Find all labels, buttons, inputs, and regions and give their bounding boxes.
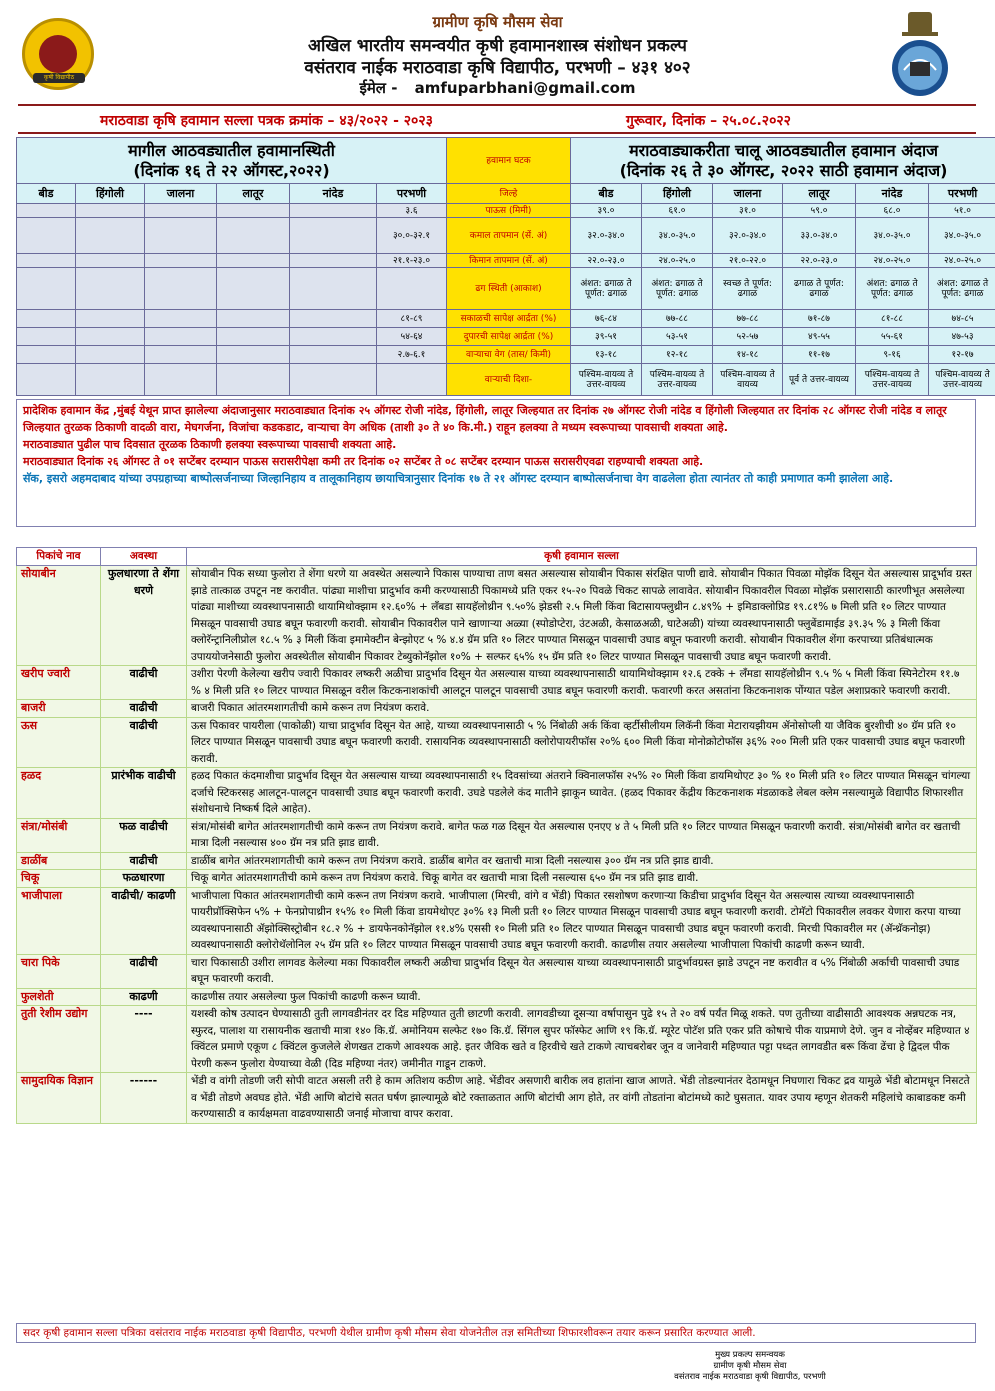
forecast-value-cell: ३४.०-३५.० [929,218,995,254]
forecast-value-cell: ३२.०-३४.० [571,218,642,254]
advisory-row [17,768,977,819]
advisory-row [17,666,977,700]
weather-table [16,137,995,396]
email-label: ईमेल - [359,79,398,97]
crop-stage: वाढीची [101,700,187,718]
crop-advice: भाजीपाला पिकात आंतरमशागतीची कामे करून तण नियंत्रण करावे. भाजीपाला (मिरची, वांगे व भेंडी) पिकात रसशोषण करणाऱ्या किडीचा प्रादुर्भाव दिसून येत असल्यास त्याच्या व्यवस्थापनासाठी पायरीप्रॉक्सिफेन ५% + फेनप्रोपाथ्रीन १५% १० मिली किंवा डायमेथोएट ३०% १३ मिली प्रती १० लिटर पाण्यात मिसळून पावसाची उघाड बघून फवारणी करावी. टोमॅटो पिकावरील लवकर येणारा करपा याच्या व्यवस्थापनासाठी ॲझोक्सिस्ट्रोबीन १८.२ % + डायफेनकोनॅझोल ११.४% एससी १० मिली प्रति १० लिटर पाण्यात मिसळून पावसाची उघाड बघून फवारणी करावी. मिरची पिकावरील मर (ॲन्थ्रॅकनोझ) व्यवस्थापनासाठी क्लोरोथॅलोनिल २५ ग्रॅम प्रति १० लिटर पाण्यात मिसळून पावसाची उघाड बघून फवारणी करावी. काढणीस तयार असलेल्या भाजीपाला पिकांची काढणी करून घ्यावी. [187,887,977,954]
past-value-cell [145,254,217,268]
crop-name: संत्रा/मोसंबी [17,818,101,852]
forecast-value-cell: ५२-५७ [713,328,783,346]
past-value-cell [145,218,217,254]
past-value-cell [145,346,217,364]
forecast-value-cell: १२-१७ [929,346,995,364]
past-value-cell [290,218,377,254]
advisory-row [17,1006,977,1073]
forecast-value-cell: ५५-६१ [856,328,929,346]
crop-name: चारा पिके [17,954,101,988]
crop-stage: ------ [101,1073,187,1124]
forecast-value-cell: १४-१८ [713,346,783,364]
crop-name: सामुदायिक विज्ञान [17,1073,101,1124]
past-value-cell [217,218,290,254]
advisory-row [17,852,977,870]
past-value-cell [145,364,217,396]
weather-row [17,310,995,328]
past-value-cell [76,218,145,254]
crop-advice: बाजरी पिकात आंतरमशागतीची कामे करून तण नियंत्रण करावे. [187,700,977,718]
past-value-cell: २.७-६.१ [377,346,447,364]
past-value-cell [217,254,290,268]
advisory-row [17,887,977,954]
advisory-row [17,1073,977,1124]
forecast-value-cell: ७१-८७ [783,310,856,328]
param-label: दुपारची सापेक्ष आर्द्रता (%) [447,328,571,346]
forecast-value-cell: ३२.०-३४.० [713,218,783,254]
forecast-value-cell: ४७-५३ [929,328,995,346]
regional-p3: मराठवाड्यात दिनांक २६ ऑगस्ट ते ०१ सप्टेंबर दरम्यान पाऊस सरासरीपेक्षा कमी तर दिनांक ०२ सप्टेंबर ते ०८ सप्टेंबर दरम्यान पाऊस सरासरीएवढा राहण्याची शक्यता आहे. [23,455,704,468]
forecast-value-cell: अंशत: ढगाळ ते पूर्णत: ढगाळ [642,268,713,310]
crop-advice: काढणीस तयार असलेल्या फुल पिकांची काढणी करून घ्यावी. [187,988,977,1006]
param-label: वाऱ्याची दिशा- [447,364,571,396]
param-label: वाऱ्याचा वेग (तास/ किमी) [447,346,571,364]
regional-p4: सॅक, इसरो अहमदाबाद यांच्या उपग्रहाच्या बाष्पोत्सर्जनाच्या जिल्हानिहाय व तालूकानिहाय छायाचित्रानुसार दिनांक १७ ते २१ ऑगस्ट दरम्यान बाष्पोत्सर्जनाचा वेग वाढलेला होता त्यानंतर तो काही प्रमाणात कमी झालेला आहे. [23,472,894,485]
crop-advice: ऊस पिकावर पायरीला (पाकोळी) याचा प्रादुर्भाव दिसून येत आहे, याच्या व्यवस्थापनासाठी ५ % निंबोळी अर्क किंवा व्हर्टीसीलीयम लिकॅनी किंवा मेटारायझीयम ॲनोसोप्ली या जैविक बुरशीची ४० ग्रॅम प्रति १० लिटर पाण्यात मिसळून पावसाची उघाड बघून फवारणी करावी. रासायनिक व्यवस्थापनासाठी क्लोरोपायरीफॉस २०% ६०० मिली किंवा मोनोक्रोटोफॉस ३६% २०० मिली प्रति एकर पावसाची उघाड बघून फवारणी करावी. [187,717,977,768]
forecast-value-cell: ३४.०-३५.० [856,218,929,254]
past-value-cell [290,346,377,364]
regional-p2: मराठवाड्यात पुढील पाच दिवसात तूरळक ठिकाणी हलक्या स्वरूपाच्या पावसाची शक्यता आहे. [23,438,397,451]
past-value-cell [76,364,145,396]
header-line2: अखिल भारतीय समन्वयीत कृषी हवामानशास्त्र संशोधन प्रकल्प [308,36,687,56]
past-weather-header: मागील आठवड्यातील हवामानस्थिती (दिनांक १६ ते २२ ऑगस्ट,२०२२) [17,138,447,184]
footer-note: सदर कृषी हवामान सल्ला पत्रिका वसंतराव नाईक मराठवाडा कृषी विद्यापीठ, परभणी येथील ग्रामीण कृषी मौसम सेवा योजनेतील तज्ञ समितीच्या शिफारशीवरून तयार करून प्रसारित करण्यात आली. [16,1323,976,1343]
past-value-cell [17,346,76,364]
past-value-cell [76,310,145,328]
crop-advice: सोयाबीन पिक सध्या फुलोरा ते शेंगा धरणे या अवस्थेत असल्याने पिकास पाण्याचा ताण बसत असल्यास सोयाबीन पिकास संरक्षित पाणी द्यावे. सोयाबीन पिकात पिवळा मोझॅक दिसून येत असल्यास प्रादूर्भाव ग्रस्त झाडे तात्काळ उपटून नष्ट करावीत. पांढ्या माशीचा प्रादुर्भाव कमी करण्यासाठी पिकामध्ये प्रति एकर १५-२० पिवळे चिकट सापळे लावावेत. सोयाबीन पिकावरील पिवळा मोझॅक प्रसारासाठी कारणीभूत असलेल्या पांढ्या माशीच्या व्यवस्थापनासाठी थायामिथोक्झाम १२.६०% + लँबडा सायहॅलोथ्रीन ९.५०% झेडसी २.५ मिली किंवा बिटासायफ्लुथ्रीन ८.४९% + इमिडाक्लोप्रिड १९.८१% ७ मिली प्रति १० लिटर पाण्यात मिसळून पावसाची उघाड बघून फवारणी करावी. सोयाबीन पिकावरील पाने खाणाऱ्या अळ्या (स्पोडोप्टेरा, उंटअळी, केसाळअळी, घाटेअळी) यांच्या व्यवस्थापनासाठी फ्लुबेंडामाईड ३९.३५ % ३ मिली किंवा क्लोरॅन्ट्रानिलीप्रोल १८.५ % ३ मिली किंवा इमामेक्टीन बेन्झोएट ५ % ४.४ ग्रॅम प्रति १० लिटर पाण्यात मिसळून पावसाची उघाड बघून फवारणी करावी. सोयाबीन पिकावरील शेंगा करपाच्या प्रतिबंधात्मक उपाययोजनेसाठी फुलोरा अवस्थेतील सोयाबीन पिकावर टेब्युकोनॅझोल १०% + सल्फर ६५% १५ ग्रॅम प्रति १० लिटर पाण्यात मिसळून पावसाची उघाड बघून फवारणी करावी. [187,566,977,666]
past-value-cell [17,310,76,328]
past-value-cell [217,310,290,328]
crop-name: बाजरी [17,700,101,718]
crop-advice: उशीरा पेरणी केलेल्या खरीप ज्वारी पिकावर लष्करी अळीचा प्रादुर्भाव दिसून येत असल्यास याच्या व्यवस्थापनासाठी थायामिथोक्झाम १२.६ टक्के + लँमडा सायहॅलोथ्रीन ९.५ % ५ मिली किंवा स्पिनेटोरम ११.७ % ४ मिली प्रति १० लिटर पाण्यात मिसळून वरील किटकनाशकांची आलटून पालटून पावसाची उघाड बघून फवारणी करावी. फवारणी करत असतांना किटकनाशक पोंग्यात पडेल अशाप्रकारे फवारणी करावी. [187,666,977,700]
forecast-value-cell: अंशत: ढगाळ ते पूर्णत: ढगाळ [929,268,995,310]
crop-advice: भेंडी व वांगी तोडणी जरी सोपी वाटत असली तरी हे काम अतिशय कठीण आहे. भेंडीवर असणारी बारीक लव हातांना खाज आणते. भेंडी तोडल्यानंतर देठामधून निघणारा चिकट द्रव यामुळे भेंडी बोटामधून निसटते व भेंडी तोडणे अवघड होते. भेंडी आणि बोटांचे सतत घर्षण झाल्यामूळे बोटे रक्ताळतात आणि बोटांची आग होते, तर वांगी तोडतांना बोटांमध्ये काटे घुसतात. यावर उपाय म्हणून शेतकरी महिलांचे काबाडकष्ट कमी करण्यासाठी व कार्यक्षमता वाढवण्यासाठी जनाई मोजाचा वापर करावा. [187,1073,977,1124]
forecast-value-cell: पश्चिम-वायव्य ते उत्तर-वायव्य [642,364,713,396]
weather-row [17,204,995,218]
regional-forecast-box [16,399,976,527]
past-value-cell [290,204,377,218]
bulletin-date: गुरूवार, दिनांक – २५.०८.२०२२ [626,113,791,129]
weather-row [17,218,995,254]
past-value-cell: ८१-८९ [377,310,447,328]
forecast-value-cell: पूर्व ते उत्तर-वायव्य [783,364,856,396]
advisory-row [17,988,977,1006]
weather-row [17,268,995,310]
forecast-value-cell: ढगाळ ते पूर्णत: ढगाळ [783,268,856,310]
forecast-value-cell: ५३-५१ [642,328,713,346]
past-value-cell [145,268,217,310]
crop-name: फुलशेती [17,988,101,1006]
forecast-value-cell: ११-१७ [783,346,856,364]
advisory-row [17,954,977,988]
past-value-cell [290,268,377,310]
forecast-value-cell: पश्चिम-वायव्य ते उत्तर-वायव्य [856,364,929,396]
crop-advice: चिकू बागेत आंतरमशागतीची कामे करून तण नियंत्रण करावे. चिकू बागेत वर खताची मात्रा दिली नसल्यास ६५० ग्रॅम नत्र प्रति झाड द्यावी. [187,870,977,888]
past-value-cell [17,254,76,268]
forecast-value-cell: २२.०-२३.० [783,254,856,268]
forecast-value-cell: अंशत: ढगाळ ते पूर्णत: ढगाळ [856,268,929,310]
crop-stage: फळधारणा [101,870,187,888]
forecast-value-cell: ५१.० [929,204,995,218]
crop-name: हळद [17,768,101,819]
past-value-cell [290,328,377,346]
forecast-value-cell: २४.०-२५.० [856,254,929,268]
past-value-cell [290,310,377,328]
past-value-cell [76,268,145,310]
forecast-value-cell: २४.०-२५.० [642,254,713,268]
weather-row [17,346,995,364]
regional-p1: प्रादेशिक हवामान केंद्र ,मुंबई येथून प्राप्त झालेल्या अंदाजानुसार मराठवाड्यात दिनांक २५ ऑगस्ट रोजी नांदेड, हिंगोली, लातूर जिल्हयात तर दिनांक २७ ऑगस्ट रोजी नांदेड व हिंगोली जिल्हयात तर दिनांक २८ ऑगस्ट रोजी नांदेड व लातूर जिल्हयात तुरळक ठिकाणी वादळी वारा, मेघगर्जना, विजांचा कडकडाट, वाऱ्याचा वेग अधिक (ताशी ३० ते ४० कि.मी.) राहून हलक्या ते मध्यम स्वरूपाच्या पावसाची शक्यता आहे. [23,404,947,434]
crop-stage: वाढीची [101,717,187,768]
university-logo: कृषी विद्यापीठ [22,18,94,90]
past-value-cell [145,328,217,346]
param-label: पाऊस (मिमी) [447,204,571,218]
col-advice: कृषी हवामान सल्ला [187,548,977,566]
email-address: amfuparbhani@gmail.com [414,79,636,97]
bulletin-title: मराठवाडा कृषि हवामान सल्ला पत्रक क्रमांक – ४३/२०२२ - २०२३ [100,113,433,129]
past-value-cell [17,328,76,346]
forecast-value-cell: ३३.०-३४.० [783,218,856,254]
crop-stage: वाढीची [101,666,187,700]
crop-stage: फुलधारणा ते शेंगा धरणे [101,566,187,666]
forecast-value-cell: ९-१६ [856,346,929,364]
forecast-value-cell: ३९-५१ [571,328,642,346]
crop-name: डाळींब [17,852,101,870]
crop-name: तुती रेशीम उद्योग [17,1006,101,1073]
forecast-value-cell: ३९.० [571,204,642,218]
forecast-value-cell: ४९-५५ [783,328,856,346]
param-label: किमान तापमान (सें. अं) [447,254,571,268]
param-label: कमाल तापमान (सें. अं) [447,218,571,254]
advisory-row [17,700,977,718]
forecast-value-cell: ३१.० [713,204,783,218]
forecast-value-cell: ६८.० [856,204,929,218]
past-value-cell [217,346,290,364]
advisory-row [17,870,977,888]
past-value-cell [217,328,290,346]
advisory-row [17,818,977,852]
header-line1: ग्रामीण कृषि मौसम सेवा [432,13,563,31]
past-value-cell [17,204,76,218]
crop-stage: फळ वाढीची [101,818,187,852]
past-value-cell [76,328,145,346]
header-line3: वसंतराव नाईक मराठवाडा कृषि विद्यापीठ, परभणी – ४३१ ४०२ [304,58,691,78]
past-value-cell [377,268,447,310]
title-rule [18,132,976,134]
forecast-value-cell: अंशत: ढगाळ ते पूर्णत: ढगाळ [571,268,642,310]
forecast-value-cell: पश्चिम-वायव्य ते वायव्य [713,364,783,396]
past-value-cell [17,268,76,310]
signature-line3: वसंतराव नाईक मराठवाडा कृषी विद्यापीठ, परभणी [674,1372,826,1382]
past-value-cell [290,254,377,268]
crop-stage: वाढीची [101,954,187,988]
col-crop: पिकांचे नाव [17,548,101,566]
forecast-value-cell: १२-१८ [642,346,713,364]
crop-stage: ---- [101,1006,187,1073]
advisory-table [16,547,977,1124]
past-value-cell [17,218,76,254]
param-label: ढग स्थिती (आकाश) [447,268,571,310]
past-value-cell: ५४-६४ [377,328,447,346]
signature-line2: ग्रामीण कृषी मौसम सेवा [713,1361,787,1371]
past-value-cell: २१.१-२३.० [377,254,447,268]
forecast-value-cell: ५९.० [783,204,856,218]
crop-advice: डाळींब बागेत आंतरमशागतीची कामे करून तण नियंत्रण करावे. डाळींब बागेत वर खताची मात्रा दिली नसल्यास ३०० ग्रॅम नत्र प्रति झाड द्यावी. [187,852,977,870]
forecast-value-cell: पश्चिम-वायव्य ते उत्तर-वायव्य [929,364,995,396]
forecast-value-cell: १३-१८ [571,346,642,364]
weather-row [17,254,995,268]
past-value-cell [76,254,145,268]
past-value-cell: ३.६ [377,204,447,218]
forecast-value-cell: २१.०-२२.० [713,254,783,268]
forecast-value-cell: ७६-८४ [571,310,642,328]
crop-name: चिकू [17,870,101,888]
forecast-value-cell: २४.०-२५.० [929,254,995,268]
crop-advice: चारा पिकासाठी उशीरा लागवड केलेल्या मका पिकावरील लष्करी अळीचा प्रादुर्भाव दिसून येत असल्यास याच्या व्यवस्थापनासाठी प्रादुर्भावग्रस्त झाडे उपटून नष्ट करावीत व ५% निंबोळी अर्काची पावसाची उघाड बघून फवारणी करावी. [187,954,977,988]
header-email-line [0,78,995,98]
forecast-value-cell: २२.०-२३.० [571,254,642,268]
past-value-cell [145,204,217,218]
past-value-cell: ३०.०-३२.१ [377,218,447,254]
advisory-row [17,566,977,666]
crop-stage: काढणी [101,988,187,1006]
forecast-value-cell: ७७-८८ [713,310,783,328]
crop-name: ऊस [17,717,101,768]
col-stage: अवस्था [101,548,187,566]
past-value-cell [17,364,76,396]
crop-advice: यशस्वी कोष उत्पादन घेण्यासाठी तुती लागवडीनंतर दर दिड महिण्यात तुती छाटणी करावी. लागवडीच्या दूसऱ्या वर्षापासुन पुढे १५ ते २० वर्ष पर्यंत मिळू शकते. पण तुतीच्या वाढीसाठी आवश्यक अन्नघटक नत्र, स्फुरद, पालाश या रासायनीक खताची मात्रा १४० कि.ग्रॅ. अमोनियम सल्फेट १७० कि.ग्रॅ. सिंगल सुपर फॉस्फेट आणि १९ कि.ग्रॅ. म्यूरेट पोटॅश प्रति एकर प्रति कोषाचे पीक याप्रमाणे देणे. जुन व नोव्हेंबर महिण्यात ४ क्विंटल प्रमाणे एकूण ८ क्विंटल कुजलेले शेणखत टाकणे आवश्यक आहे. इतर जैविक खते व हिरवीचे खते टाकणे त्याचबरोबर जून व जानेवारी महिण्यात पट्टा पध्दत लागवडीत बरू किंवा ढेंचा हे द्विदल पीक पेरणी करून फुलोरा येण्याच्या वेळी (दिड महिण्या नंतर) जमीनीत गाडून टाकणे. [187,1006,977,1073]
header-rule [18,104,976,106]
forecast-value-cell: पश्चिम-वायव्य ते उत्तर-वायव्य [571,364,642,396]
past-value-cell [217,204,290,218]
weather-row [17,364,995,396]
crop-advice: हळद पिकात कंदमाशीचा प्रादुर्भाव दिसून येत असल्यास याच्या व्यवस्थापनासाठी १५ दिवसांच्या अंतराने क्विनालफॉस २५% २० मिली किंवा डायमिथोएट ३० % १० मिली प्रति १० लिटर पाण्यात मिसळून चांगल्या दर्जाचे स्टिकरसह आलटून-पालटून पावसाची उघाड बघून फवारणी करावी. उघडे पडलेले कंद मातीने झाकून घ्यावेत. (हळद पिकावर केंद्रीय किटकनाशक मंडळाकडे लेबल क्लेम नसल्यामुळे विद्यापीठ शिफारशीत संशोधनाचे निष्कर्ष दिले आहेत). [187,768,977,819]
crop-name: खरीप ज्वारी [17,666,101,700]
crop-stage: वाढीची/ काढणी [101,887,187,954]
past-value-cell [76,346,145,364]
crop-stage: वाढीची [101,852,187,870]
crop-name: भाजीपाला [17,887,101,954]
forecast-value-cell: ६१.० [642,204,713,218]
forecast-value-cell: ३४.०-३५.० [642,218,713,254]
past-value-cell [290,364,377,396]
advisory-row [17,717,977,768]
crop-advice: संत्रा/मोसंबी बागेत आंतरमशागतीची कामे करून तण नियंत्रण करावे. बागेत फळ गळ दिसून येत असल्यास एनएए ४ ते ५ मिली प्रति १० लिटर पाण्यात मिसळून फवारणी करावी. संत्रा/मोसंबी बागेत वर खताची मात्रा दिली नसल्यास ४०० ग्रॅम नत्र प्रति झाड द्यावी. [187,818,977,852]
param-header: हवामान घटक [447,138,571,184]
past-value-cell [377,364,447,396]
crop-name: सोयाबीन [17,566,101,666]
past-value-cell [217,364,290,396]
weather-row [17,328,995,346]
forecast-value-cell: ८१-८८ [856,310,929,328]
forecast-value-cell: ७४-८५ [929,310,995,328]
past-value-cell [217,268,290,310]
signature-line1: मुख्य प्रकल्प समन्वयक [715,1350,785,1360]
forecast-value-cell: ७७-८८ [642,310,713,328]
forecast-value-cell: स्वच्छ ते पूर्णत: ढगाळ [713,268,783,310]
district-row: बीड हिंगोली जालना लातूर नांदेड परभणी जिल्हे बीड हिंगोली जालना लातूर नांदेड परभणी [17,184,995,204]
crop-stage: प्रारंभीक वाढीची [101,768,187,819]
param-label: सकाळची सापेक्ष आर्द्रता (%) [447,310,571,328]
past-value-cell [145,310,217,328]
past-value-cell [76,204,145,218]
forecast-header: मराठवाड्याकरीता चालू आठवड्यातील हवामान अंदाज (दिनांक २६ ते ३० ऑगस्ट, २०२२ साठी हवामान अंदाज) [571,138,995,184]
